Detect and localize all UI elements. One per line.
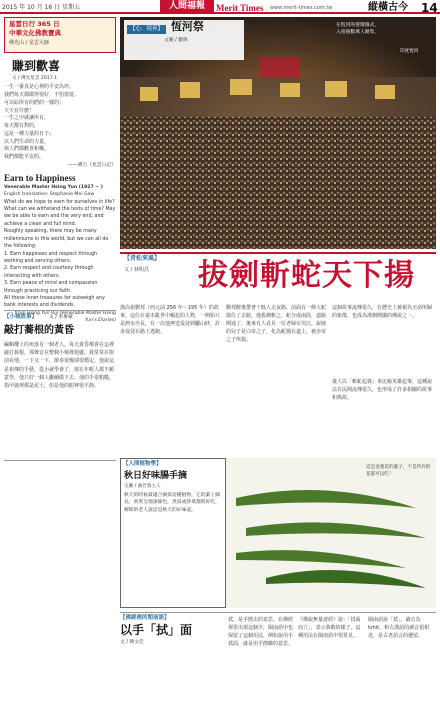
plant-body: 秋天的時候最適合摘採這種植物，它的葉子細長，果莢呈現深綠色，煮湯或炒菜都很好吃，鄉間的老人說這是秋天的好味道。 [124,492,220,514]
article-tag: 【青松來風】 [124,255,161,262]
poem-title: 賺到歡喜 [12,59,61,73]
buddhist-body-1: 拭，是手擦去的意思，在佛經裡常出現這個字，閩南語中也保留了這個用法，例如說用手拭面，就是用手擦臉的意思。 [228,617,294,647]
buddhist-author: 文 / 陳文佳 [120,639,144,645]
english-list [4,251,116,310]
poem-lines-line: 可以給所有的們的一樣的； [4,99,65,106]
buddhist-body-2: 《佛說無量壽經》說：「拭面而立」，表示恭敬的樣子，這種用法在閩南語中很常見。 [298,617,361,639]
plant-caption: 這是金蓮花的葉子，不是所有的花都可以吃！ [366,465,431,478]
poem-lines-line: 以人們生命的力量， [4,138,50,145]
en-body-line: What do we hope to earn for ourselves in life? What can we withstand the tests of time? May we be able to earn and the very end, and achieve a clean and full mind. [4,199,116,227]
book-ad[interactable] [4,17,116,53]
page-number: 14 [421,1,438,15]
article-paragraph-1: 漢高祖劉邦（西元前 256 年～195 年）的故事，這位在秦末亂世中崛起的人物，一開始只是泗水亭長，有一次他押送役徒到驪山時，許多役徒在路上逃跑。 [120,305,220,335]
small-town-story [4,310,116,456]
en-list-line: 2. Earn respect and courtesy through interacting with others. [4,266,94,279]
buddhist-body-3: 閩南語說「拭」，讀音為 tshit，和古漢語的讀音很相近，是古老語言的遺留。 [368,617,430,639]
poem-lines-line: 一生一番真是心裡的平安為珍。 [4,84,75,91]
poem-lines-line: 與人們都歡喜和樂， [4,146,50,153]
article-paragraph-3: 這個故事流傳很久，在歷史上被視為天命所歸的象徵，也成為漢朝開國的傳說之一。 [332,305,433,319]
plant-article [120,458,226,608]
hero-tag: 【心．境界】 [127,25,166,34]
story-author: 文 / 李麥蒙 [48,315,73,320]
poem-lines-line: 我們都能平安的。 [4,154,45,161]
poem-lines-line: 一生之中就讓所有， [4,115,50,122]
left-bottom-column [4,460,116,704]
poem-source: ——選自《星雲日記》 [68,162,116,168]
poem-body [4,84,116,162]
en-list-line: 3. Earn peace of mind and compassion through practicing our faith. [4,281,98,294]
story-title: 敲打蕎根的黃昏 [4,325,74,337]
website-url: www.merit-times.com.tw [270,5,333,11]
hero-photo-credit: 印度恆河 [400,49,419,54]
poem-lines-line: 我們每天都做得很好，不怕當遊。 [4,92,80,99]
poem-lines-line: 每天都有對的， [4,123,40,130]
section-title: 縱橫古今 [368,2,408,13]
english-body [4,199,116,251]
english-source: — from Hsing Yun Riji (Venerable Master Hsing Yun's Diaries) [8,310,116,324]
buddhist-title: 以手「拭」面 [120,623,193,638]
article-paragraph-2: 劉邦醉後帶著十餘人走夜路，前面有一條大蛇擋住了去路，他拔劍斬之，蛇分成兩段，道路開通了，後來有人看見一位老婦在哭泣，說她的兒子是白帝之子，化為蛇擋在道上，被赤帝之子所殺。 [226,305,326,343]
story-body: 編輯樓上的角落有一個老人，每天黃昏都會在這裡敲打蕎根，那聲音在整個小城裡迴盪。我常常在窗前看他，一下又一下，節奏很慢卻很穩定。他說這是祖傳的手藝，從小就學會了，現在年輕人都不願意學，他只好一個人繼續做下去。他的手很粗糙，指甲縫裡都是泥土，但是他的眼神很平靜。 [4,341,115,390]
hero-credit: 文圖 / 劉偉 [164,38,188,44]
article-paragraph-4: 後人以「斬蛇起義」來比喻英雄起事，這種說法在民間流傳很久，也形成了許多相關的故事和典故。 [332,379,433,401]
newspaper-logo: 人間福報 [160,0,214,13]
bean-pods-image [226,458,436,608]
en-list-line: 1. Earn happiness and respect through working and serving others. [4,251,98,264]
poem-lines-line: 天天有什麼！ [4,107,35,114]
hero-caption-box [124,20,244,60]
english-translator: English translation: Stephanie Mei Gaw [4,192,95,198]
poem-author: 文 / 佛光星雲 2017-1 [12,76,58,82]
en-body-line: Roughly speaking, there may be many millenniums in this world, but we can all do the following: [4,229,109,250]
buddhist-tag: 【佛經裡的閒南語】 [120,615,170,621]
english-author: Venerable Master Hsing Yun (1927 ~ ) [4,185,103,191]
plant-author: 文圖 / 曲若蓉主人 [124,483,161,489]
poem-lines-line: 這是一種力量的日子； [4,130,55,137]
hero-description: 在恆河的聖壇儀式， 入夜後數萬人聚集， [336,23,380,36]
article-body [120,304,436,456]
issue-date: 2015 年 10 月 16 日 星期五 [2,4,80,11]
story-tag: 【小城故事】 [4,314,38,320]
brand-name: Merit Times [216,3,264,13]
headline-rule [120,252,436,254]
article-headline: 拔劍斬蛇天下揚 [198,258,415,293]
english-title: Earn to Happiness [4,173,76,184]
ad-title: 星雲日行 365 日 中華文化佛教寶典 [9,20,61,37]
hero-title: 恆河祭 [170,20,204,33]
article-author: 文 / 林明昌 [124,267,149,274]
ad-subtitle: 佛光山 / 星雲大師 [9,39,49,46]
article-tag-box [124,255,186,277]
plant-title: 秋日好味腸手摘 [124,471,188,482]
plant-photo [226,458,436,608]
en-list-line: All these inner treasures far outweigh any bank interests and dividends. [4,296,105,309]
buddhist-article [120,612,436,704]
plant-tag: 【人間植物學】 [123,461,162,467]
